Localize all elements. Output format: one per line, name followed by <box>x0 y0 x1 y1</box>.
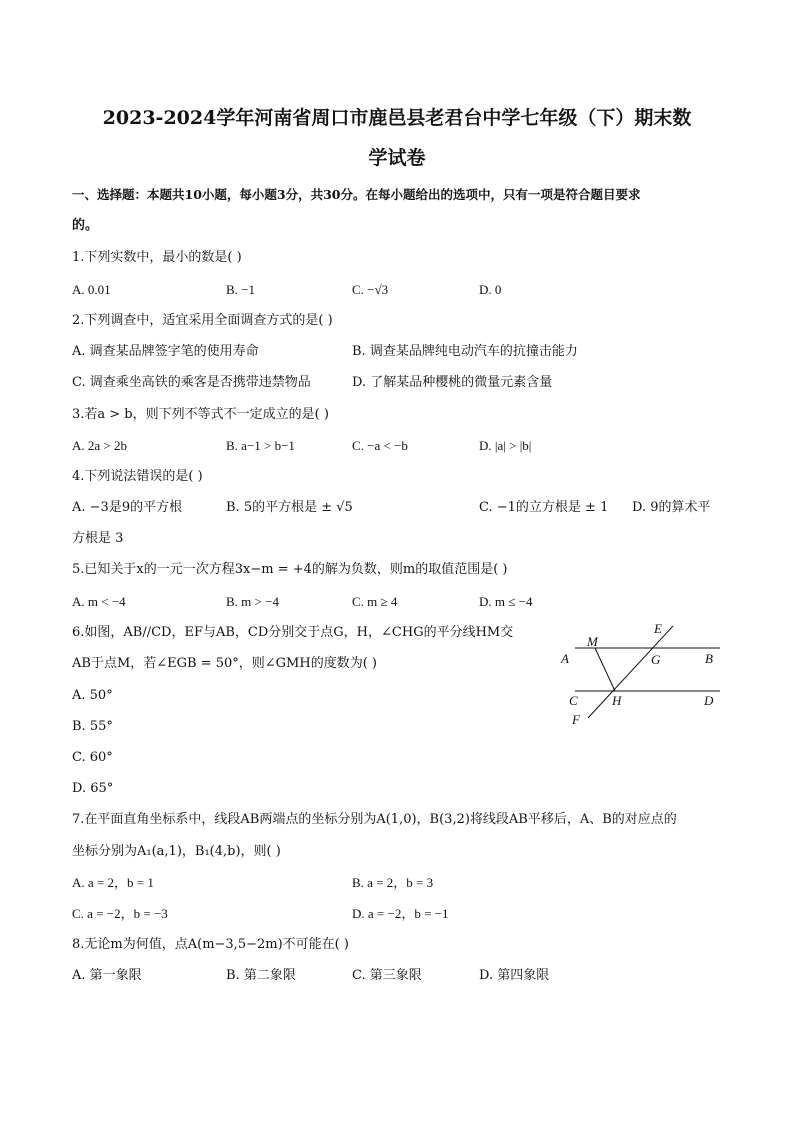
q5-option-d: D. m ≤ −4 <box>479 594 533 609</box>
q7-option-a: A. a = 2，b = 1 <box>72 875 154 890</box>
label-h: H <box>612 693 622 708</box>
q3-option-c: C. −a < −b <box>352 438 408 453</box>
question-5-stem: 5.已知关于x的一元一次方程3x−m = +4的解为负数，则m的取值范围是( ) <box>72 562 508 577</box>
q4-option-d-cont: 方根是 3 <box>72 531 124 546</box>
question-1-stem: 1.下列实数中，最小的数是( ) <box>72 250 242 265</box>
q1-option-c: C. −√3 <box>352 282 389 297</box>
q7-option-c: C. a = −2，b = −3 <box>72 906 168 921</box>
label-c: C <box>569 693 578 708</box>
q8-option-c: C. 第三象限 <box>352 968 422 983</box>
q1-option-d: D. 0 <box>479 282 502 297</box>
question-7-stem-line1: 7.在平面直角坐标系中，线段AB两端点的坐标分别为A(1,0)，B(3,2)将线段AB平移后，A、B的对应点的 <box>72 812 677 827</box>
line-hm <box>595 648 615 691</box>
question-2-stem: 2.下列调查中，适宜采用全面调查方式的是( ) <box>72 313 333 328</box>
label-d: D <box>704 693 714 708</box>
q1-option-b: B. −1 <box>226 282 256 297</box>
section-heading-cont: 的。 <box>72 218 99 233</box>
q1-option-a: A. 0.01 <box>72 282 111 297</box>
question-6-stem-line2: AB于点M，若∠EGB = 50°，则∠GMH的度数为( ) <box>72 656 377 671</box>
q5-option-c: C. m ≥ 4 <box>352 594 398 609</box>
question-7-stem-line2: 坐标分别为A₁(a,1)，B₁(4,b)，则( ) <box>72 844 281 859</box>
q2-option-d: D. 了解某品种樱桃的微量元素含量 <box>352 375 553 390</box>
question-4-stem: 4.下列说法错误的是( ) <box>72 469 203 484</box>
label-e: E <box>654 621 662 636</box>
label-m: M <box>587 634 598 649</box>
q4-option-c: C. −1的立方根是 ± 1 <box>479 500 609 515</box>
label-f: F <box>572 712 580 727</box>
q6-option-b: B. 55° <box>72 719 113 734</box>
q4-option-a: A. −3是9的平方根 <box>72 500 183 515</box>
q5-option-a: A. m < −4 <box>72 594 126 609</box>
exam-title-line1: 2023-2024学年河南省周口市鹿邑县老君台中学七年级（下）期末数 <box>102 107 692 129</box>
q4-option-b: B. 5的平方根是 ± √5 <box>226 500 353 515</box>
q2-option-c: C. 调查乘坐高铁的乘客是否携带违禁物品 <box>72 375 311 390</box>
q2-option-a: A. 调查某品牌签字笔的使用寿命 <box>72 344 259 359</box>
section-heading: 一、选择题：本题共10小题，每小题3分，共30分。在每小题给出的选项中，只有一项是符合题目要求 <box>72 187 641 202</box>
q8-option-b: B. 第二象限 <box>226 968 296 983</box>
q2-option-b: B. 调查某品牌纯电动汽车的抗撞击能力 <box>352 344 578 359</box>
question-3-stem: 3.若a > b，则下列不等式不一定成立的是( ) <box>72 407 329 422</box>
line-ef <box>588 626 673 718</box>
q7-option-d: D. a = −2，b = −1 <box>352 906 449 921</box>
q4-option-d: D. 9的算术平 <box>632 500 711 515</box>
q8-option-d: D. 第四象限 <box>479 968 550 983</box>
label-a: A <box>561 651 569 666</box>
exam-title-line2: 学试卷 <box>368 147 426 169</box>
q7-option-b: B. a = 2，b = 3 <box>352 875 434 890</box>
q6-option-d: D. 65° <box>72 781 114 796</box>
q6-option-c: C. 60° <box>72 750 113 765</box>
q3-option-d: D. |a| > |b| <box>479 438 532 453</box>
q6-option-a: A. 50° <box>72 688 113 703</box>
q3-option-b: B. a−1 > b−1 <box>226 438 295 453</box>
question-6-stem-line1: 6.如图，AB//CD，EF与AB，CD分别交于点G，H，∠CHG的平分线HM交 <box>72 625 514 640</box>
label-g: G <box>651 652 661 667</box>
label-b: B <box>705 651 713 666</box>
question-8-stem: 8.无论m为何值，点A(m−3,5−2m)不可能在( ) <box>72 937 349 952</box>
q5-option-b: B. m > −4 <box>226 594 279 609</box>
q8-option-a: A. 第一象限 <box>72 968 142 983</box>
parallel-lines-figure <box>555 618 730 733</box>
q3-option-a: A. 2a > 2b <box>72 438 127 453</box>
